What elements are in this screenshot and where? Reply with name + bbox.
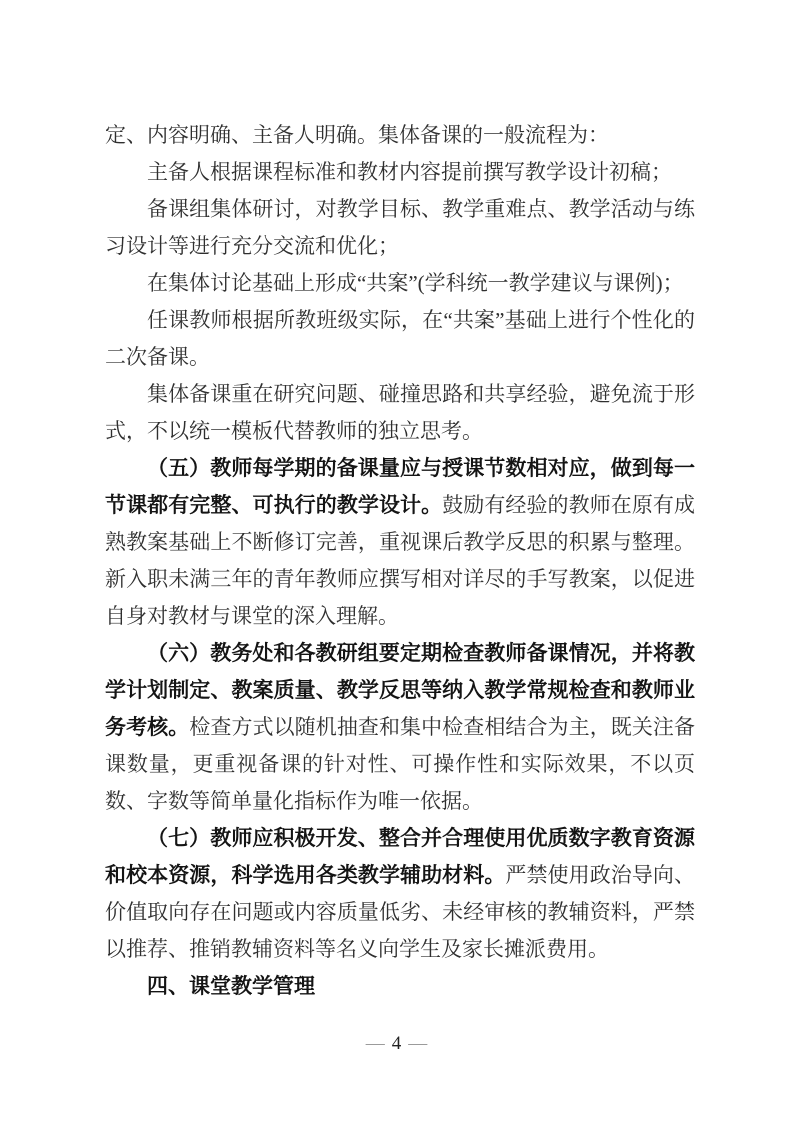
paragraph-text: 主备人根据课程标准和教材内容提前撰写教学设计初稿；	[147, 160, 672, 184]
paragraph-bold-text: （五）教师每学期的备课量应与授课节数相对应，做到每一节课都有完整、可执行的教学设计。	[105, 457, 695, 517]
footer-dash-left: —	[365, 1033, 385, 1054]
paragraph-text: 集体备课重在研究问题、碰撞思路和共享经验，避免流于形式，不以统一模板代替教师的独立思考。	[105, 382, 695, 443]
document-body	[105, 117, 695, 1005]
paragraph-text: 鼓励有经验的教师在原有成熟教案基础上不断修订完善，重视课后教学反思的积累与整理。新入职未满三年的青年教师应撰写相对详尽的手写教案，以促进自身对教材与课堂的深入理解。	[105, 493, 696, 628]
item-5	[105, 450, 695, 635]
footer-dash-right: —	[408, 1033, 428, 1054]
page-footer	[0, 1033, 793, 1055]
paragraph-bold-text: （七）教师应积极开发、整合并合理使用优质数字教育资源和校本资源，科学选用各类教学辅助材料。	[105, 827, 695, 887]
paragraph-text: 严禁使用政治导向、价值取向存在问题或内容质量低劣、未经审核的教辅资料，严禁以推荐、推销教辅资料等名义向学生及家长摊派费用。	[105, 863, 695, 961]
paragraph-text: 在集体讨论基础上形成“共案”(学科统一教学建议与课例)；	[147, 271, 684, 295]
paragraph-text: 定、内容明确、主备人明确。集体备课的一般流程为：	[105, 123, 609, 147]
paragraph-bold-text: （六）教务处和各教研组要定期检查教师备课情况，并将教学计划制定、教案质量、教学反思等纳入教学常规检查和教师业务考核。	[105, 642, 695, 739]
paragraph-text: 任课教师根据所教班级实际，在“共案”基础上进行个性化的二次备课。	[105, 308, 695, 369]
paragraph-bold-text: 四、课堂教学管理	[147, 975, 315, 998]
section-heading-4	[105, 968, 695, 1005]
continuation-paragraph	[105, 117, 695, 154]
flow-step-3	[105, 265, 695, 302]
flow-step-2	[105, 191, 695, 265]
flow-step-1	[105, 154, 695, 191]
collective-prep-note	[105, 376, 695, 450]
paragraph-text: 检查方式以随机抽查和集中检查相结合为主，既关注备课数量，更重视备课的针对性、可操作性和实际效果，不以页数、字数等简单量化指标作为唯一依据。	[105, 715, 695, 813]
item-6	[105, 635, 695, 820]
flow-step-4	[105, 302, 695, 376]
item-7	[105, 820, 695, 968]
page-number: 4	[391, 1033, 402, 1054]
paragraph-text: 备课组集体研讨，对教学目标、教学重难点、教学活动与练习设计等进行充分交流和优化；	[105, 197, 695, 258]
